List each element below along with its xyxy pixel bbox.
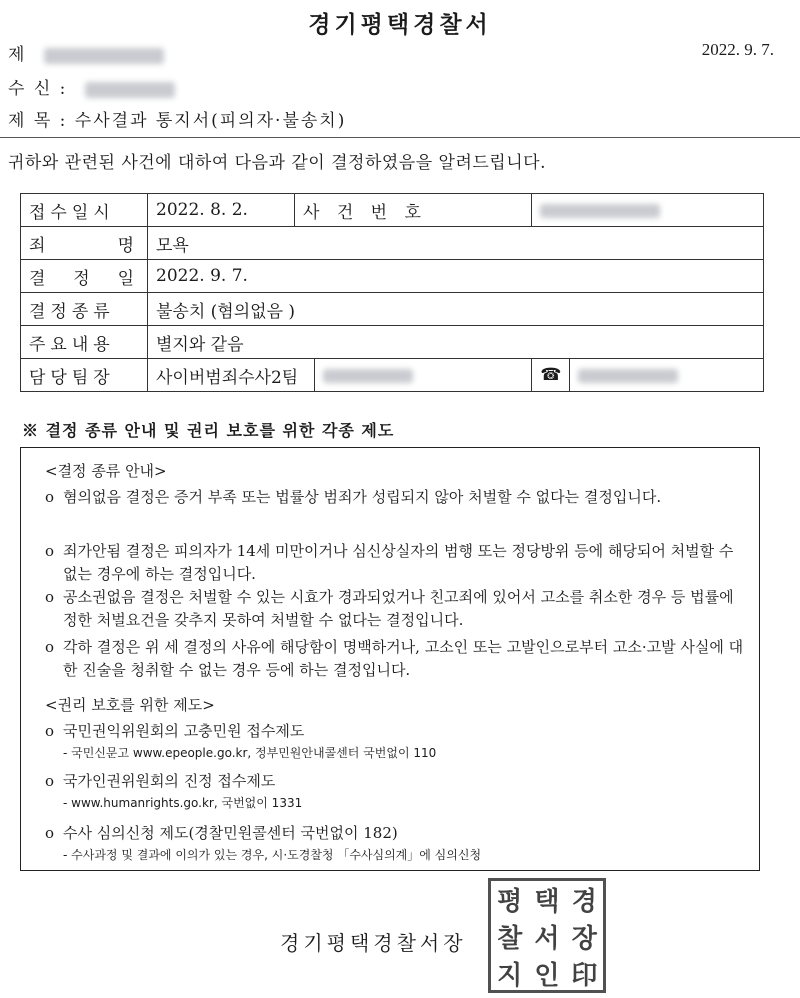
receipt-date-value: 2022. 8. 2. bbox=[148, 194, 295, 227]
intro-text: 귀하와 관련된 사건에 대하여 다음과 같이 결정하였음을 알려드립니다. bbox=[8, 153, 546, 173]
officer-name-redacted bbox=[323, 369, 413, 383]
phone-cell bbox=[570, 359, 764, 392]
rights-item-title: 국가인권위원회의 진정 접수제도 bbox=[63, 772, 276, 790]
table-row bbox=[21, 359, 764, 392]
notice-title: ※ 결정 종류 안내 및 권리 보호를 위한 각종 제도 bbox=[22, 421, 395, 440]
decision-item-text: 각하 결정은 위 세 결정의 사유에 해당함이 명백하거나, 고소인 또는 고발인으로부터 고소·고발 사실에 대한 진술을 청취할 수 없는 경우 등에 하는 결정입니다. bbox=[63, 638, 744, 679]
seal-char: 인 bbox=[534, 961, 560, 991]
subject-label: 제 목 : bbox=[8, 111, 68, 131]
seal-char: 서 bbox=[534, 924, 560, 954]
bullet: o bbox=[45, 638, 55, 656]
bullet: o bbox=[45, 824, 55, 842]
recipient-redacted bbox=[85, 82, 175, 98]
guide-box bbox=[20, 447, 760, 871]
decision-guide-header: <결정 종류 안내> bbox=[45, 462, 167, 480]
officer-name-cell bbox=[315, 359, 532, 392]
phone-icon: ☎ bbox=[532, 359, 570, 392]
bullet: o bbox=[45, 722, 55, 740]
team-value: 사이버범죄수사2팀 bbox=[148, 359, 315, 392]
case-no-label: 사 건 번 호 bbox=[295, 194, 532, 227]
summary-value: 별지와 같음 bbox=[148, 326, 764, 359]
doc-number-redacted bbox=[44, 48, 164, 64]
bullet: o bbox=[45, 772, 55, 790]
decision-item bbox=[45, 486, 745, 509]
header-rule bbox=[0, 137, 800, 138]
signature-name: 경기평택경찰서장 bbox=[280, 931, 467, 955]
seal-char: 찰 bbox=[497, 924, 523, 954]
rights-item-detail: - 수사과정 및 결과에 이의가 있는 경우, 시·도경찰청 「수사심의계」에 심의신청 bbox=[63, 848, 482, 862]
recipient-label: 수 신 : bbox=[8, 79, 68, 99]
subject-row bbox=[8, 106, 346, 131]
rights-item-title: 국민권익위원회의 고충민원 접수제도 bbox=[63, 722, 305, 740]
seal-char: 지 bbox=[497, 961, 523, 991]
rights-item-title: 수사 심의신청 제도(경찰민원콜센터 국번없이 182) bbox=[63, 824, 398, 842]
decision-date-value: 2022. 9. 7. bbox=[148, 260, 764, 293]
table-row bbox=[21, 194, 764, 227]
rights-item bbox=[45, 822, 745, 845]
decision-item bbox=[45, 586, 745, 632]
subject-text: 수사결과 통지서(피의자·불송치) bbox=[74, 111, 347, 131]
summary-label: 주요내용 bbox=[21, 326, 148, 359]
table-row bbox=[21, 326, 764, 359]
recipient-row bbox=[8, 74, 175, 99]
team-label: 담당팀장 bbox=[21, 359, 148, 392]
phone-redacted bbox=[578, 369, 678, 383]
rights-item bbox=[45, 770, 745, 793]
decision-date-label: 결 정 일 bbox=[21, 260, 148, 293]
bullet: o bbox=[45, 488, 55, 506]
seal-char: 장 bbox=[571, 924, 597, 954]
table-row bbox=[21, 293, 764, 326]
seal-char: 택 bbox=[534, 887, 560, 917]
bullet: o bbox=[45, 542, 55, 560]
case-no-value bbox=[532, 194, 764, 227]
org-title: 경기평택경찰서 bbox=[308, 11, 492, 38]
seal-char: 경 bbox=[571, 887, 597, 917]
decision-type-value: 불송치 (혐의없음 ) bbox=[148, 293, 764, 326]
doc-number-label: 제 bbox=[8, 45, 27, 65]
case-info-table bbox=[20, 193, 764, 392]
rights-item-detail: - www.humanrights.go.kr, 국번없이 1331 bbox=[63, 796, 303, 810]
decision-item bbox=[45, 636, 745, 682]
rights-item-detail: - 국민신문고 www.epeople.go.kr, 정부민원안내콜센터 국번없이 110 bbox=[63, 746, 437, 760]
official-seal bbox=[488, 878, 606, 993]
rights-item bbox=[45, 720, 745, 743]
decision-item-text: 공소권없음 결정은 처벌할 수 있는 시효가 경과되었거나 친고죄에 있어서 고소를 취소한 경우 등 법률에 정한 처벌요건을 갖추지 못하여 처벌할 수 없다는 결정입니다. bbox=[63, 588, 734, 629]
table-row bbox=[21, 227, 764, 260]
doc-date: 2022. 9. 7. bbox=[701, 40, 774, 59]
case-no-redacted bbox=[540, 204, 660, 218]
charge-value: 모욕 bbox=[148, 227, 764, 260]
bullet: o bbox=[45, 588, 55, 606]
decision-item-text: 죄가안됨 결정은 피의자가 14세 미만이거나 심신상실자의 범행 또는 정당방위 등에 해당되어 처벌할 수 없는 경우에 하는 결정입니다. bbox=[63, 542, 734, 583]
decision-item-text: 혐의없음 결정은 증거 부족 또는 법률상 범죄가 성립되지 않아 처벌할 수 없다는 결정입니다. bbox=[63, 488, 662, 506]
charge-label: 죄 명 bbox=[21, 227, 148, 260]
receipt-date-label: 접수일시 bbox=[21, 194, 148, 227]
decision-type-label: 결정종류 bbox=[21, 293, 148, 326]
doc-number-row bbox=[8, 40, 164, 65]
rights-guide-header: <권리 보호를 위한 제도> bbox=[45, 696, 215, 714]
table-row bbox=[21, 260, 764, 293]
seal-char: 印 bbox=[571, 961, 598, 991]
seal-char: 평 bbox=[497, 887, 523, 917]
decision-item bbox=[45, 540, 745, 586]
